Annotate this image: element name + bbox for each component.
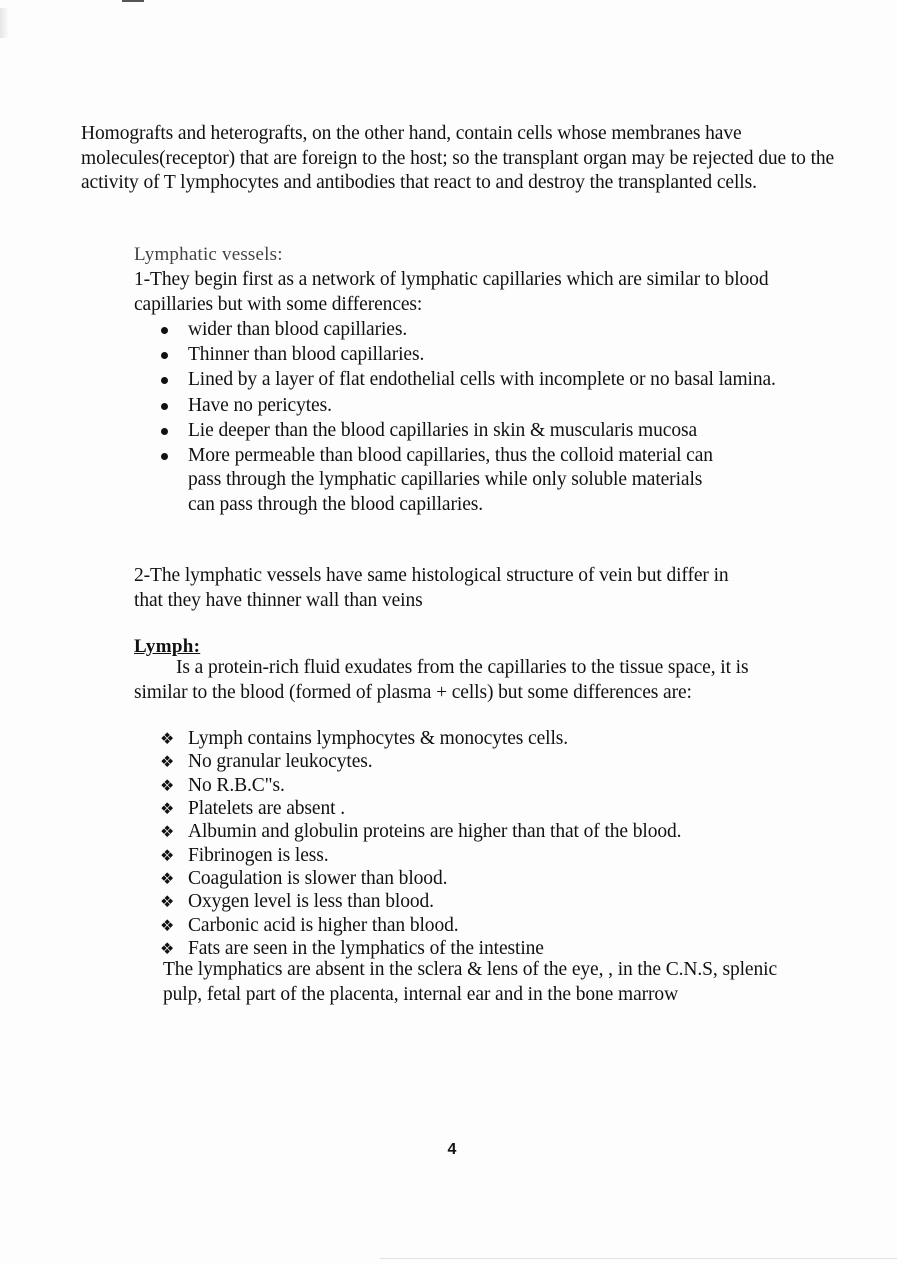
lymph-definition: Is a protein-rich fluid exudates from the capillaries to the tissue space, it is similar to the blood (formed of plasma + cells) but some differences are: (134, 657, 749, 703)
list-item-text: Lined by a layer of flat endothelial cells with incomplete or no basal lamina. (188, 369, 776, 391)
list-item (134, 419, 834, 444)
list-item-text: Fibrinogen is less. (188, 844, 329, 866)
list-item (134, 343, 834, 368)
lymphatic-vessels-point-2: 2-The lymphatic vessels have same histological structure of vein but differ in that they have thinner wall than veins (134, 565, 729, 611)
list-item-text: No granular leukocytes. (188, 751, 373, 773)
page-number: 4 (447, 1141, 457, 1158)
list-item (134, 867, 834, 892)
list-item (134, 394, 834, 419)
bullet-icon (161, 428, 168, 435)
list-item (134, 318, 834, 343)
list-item-text: Lie deeper than the blood capillaries in skin & muscularis mucosa (188, 419, 698, 441)
list-item-text: Albumin and globulin proteins are higher than that of the blood. (188, 821, 682, 843)
bullet-icon (161, 327, 168, 334)
lymphatic-vessels-heading: Lymphatic vessels: (134, 244, 283, 265)
scan-artifact (0, 8, 10, 38)
list-item-text: Carbonic acid is higher than blood. (188, 914, 459, 936)
diamond-bullet-icon: ❖ (160, 798, 175, 818)
bullet-icon (161, 453, 168, 460)
list-item (134, 820, 834, 845)
scan-artifact (122, 0, 144, 2)
lymph-heading: Lymph: (134, 636, 201, 657)
list-item-text: No R.B.C"s. (188, 774, 285, 796)
list-item-text: Fats are seen in the lymphatics of the intestine (188, 937, 544, 959)
list-item-text: Coagulation is slower than blood. (188, 867, 448, 889)
list-item-text: Platelets are absent . (188, 797, 345, 819)
diamond-bullet-icon: ❖ (160, 892, 175, 912)
diamond-bullet-icon: ❖ (160, 729, 175, 748)
list-item (134, 444, 834, 518)
list-item-text: Have no pericytes. (188, 394, 332, 416)
bullet-icon (161, 377, 168, 384)
list-item (134, 750, 834, 775)
list-item (134, 890, 834, 915)
list-item-text: Lymph contains lymphocytes & monocytes cells. (188, 728, 569, 749)
list-item-text: Thinner than blood capillaries. (188, 344, 425, 366)
list-item-text: wider than blood capillaries. (188, 319, 408, 340)
bullet-icon (161, 352, 168, 359)
list-item (134, 368, 834, 393)
list-item-text: More permeable than blood capillaries, thus the colloid material can pass through the lymphatic capillaries while only soluble materials can pass through the blood capillaries. (188, 444, 713, 515)
list-item (134, 774, 834, 799)
list-item-text: Oxygen level is less than blood. (188, 891, 434, 913)
lymph-differences-list (134, 727, 834, 960)
diamond-bullet-icon: ❖ (160, 822, 175, 842)
lymphatics-absence-note: The lymphatics are absent in the sclera & lens of the eye, , in the C.N.S, splenic pulp, fetal part of the placenta, internal ear and in the bone marrow (163, 959, 778, 1005)
list-item (134, 914, 834, 939)
intro-paragraph: Homografts and heterografts, on the other hand, contain cells whose membranes have molecules(receptor) that are foreign to the host; so the transplant organ may be rejected due to the activity of T lymphocytes and antibodies that react to and destroy the transplanted cells. (81, 123, 835, 193)
diamond-bullet-icon: ❖ (160, 868, 175, 888)
diamond-bullet-icon: ❖ (160, 775, 175, 795)
scan-artifact (380, 1258, 897, 1259)
diamond-bullet-icon: ❖ (160, 752, 175, 772)
list-item (134, 797, 834, 822)
list-item (134, 727, 834, 752)
diamond-bullet-icon: ❖ (160, 845, 175, 865)
bullet-icon (161, 403, 168, 410)
list-item (134, 844, 834, 869)
lymphatic-capillary-differences-list (134, 318, 834, 518)
diamond-bullet-icon: ❖ (160, 938, 175, 958)
diamond-bullet-icon: ❖ (160, 915, 175, 935)
lymphatic-vessels-point-1: 1-They begin first as a network of lymphatic capillaries which are similar to blood capillaries but with some differences: (134, 269, 769, 315)
